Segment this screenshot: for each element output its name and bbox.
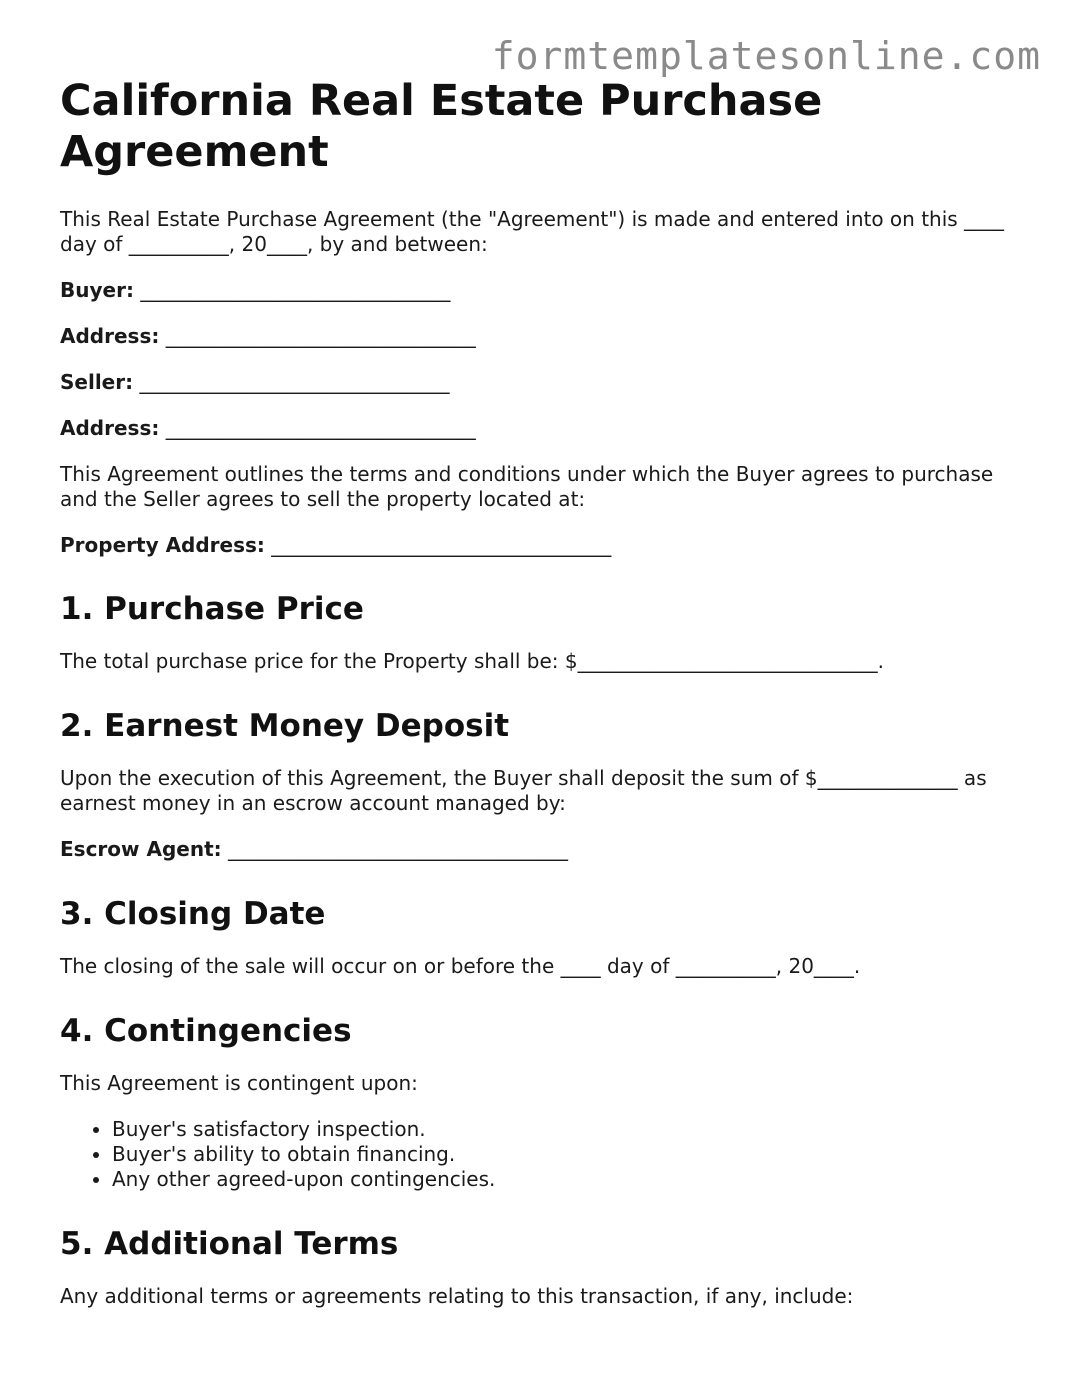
outline-paragraph: This Agreement outlines the terms and conditions under which the Buyer agrees to purchase and the Seller agrees to sell the property located at: [60,462,994,511]
section-earnest-money-body: Upon the execution of this Agreement, the Buyer shall deposit the sum of $______________ as earnest money in an escrow account managed by: [60,766,987,815]
contingencies-list [60,1117,1020,1192]
property-address-label: Property Address: [60,533,265,557]
buyer-address-field [60,324,1020,349]
seller-address-label: Address: [60,416,160,440]
section-contingencies-body: This Agreement is contingent upon: [60,1071,418,1095]
section-purchase-price-body: The total purchase price for the Property shall be: $______________________________. [60,649,884,673]
list-item: • Buyer's satisfactory inspection. [112,1117,1020,1142]
buyer-blank[interactable]: _______________________________ [140,278,451,302]
seller-blank[interactable]: _______________________________ [139,370,450,394]
document [60,76,1020,1309]
seller-address-field [60,416,1020,441]
escrow-agent-blank[interactable]: __________________________________ [227,837,568,861]
property-address-blank[interactable]: __________________________________ [271,533,612,557]
escrow-agent-label: Escrow Agent: [60,837,222,861]
buyer-field [60,278,1020,303]
section-contingencies-title: 4. Contingencies [60,1013,352,1049]
seller-field [60,370,1020,395]
property-address-field [60,533,1020,558]
watermark: formtemplatesonline.com [491,34,1041,78]
section-additional-terms-title: 5. Additional Terms [60,1226,399,1262]
list-item: • Any other agreed-upon contingencies. [112,1167,1020,1192]
escrow-agent-field [60,837,1020,862]
section-closing-date-title: 3. Closing Date [60,896,326,932]
section-closing-date-body: The closing of the sale will occur on or before the ____ day of __________, 20____. [60,954,861,978]
buyer-address-label: Address: [60,324,160,348]
section-earnest-money-title: 2. Earnest Money Deposit [60,708,510,744]
section-purchase-price-title: 1. Purchase Price [60,591,364,627]
buyer-label: Buyer: [60,278,134,302]
document-title: California Real Estate Purchase Agreement [60,76,823,177]
intro-paragraph: This Real Estate Purchase Agreement (the "Agreement") is made and entered into on this ____ day of __________, 20____, by and between: [60,207,1005,256]
seller-label: Seller: [60,370,134,394]
list-item: • Buyer's ability to obtain financing. [112,1142,1020,1167]
section-additional-terms-body: Any additional terms or agreements relating to this transaction, if any, include: [60,1284,854,1308]
seller-address-blank[interactable]: _______________________________ [165,416,476,440]
buyer-address-blank[interactable]: _______________________________ [165,324,476,348]
